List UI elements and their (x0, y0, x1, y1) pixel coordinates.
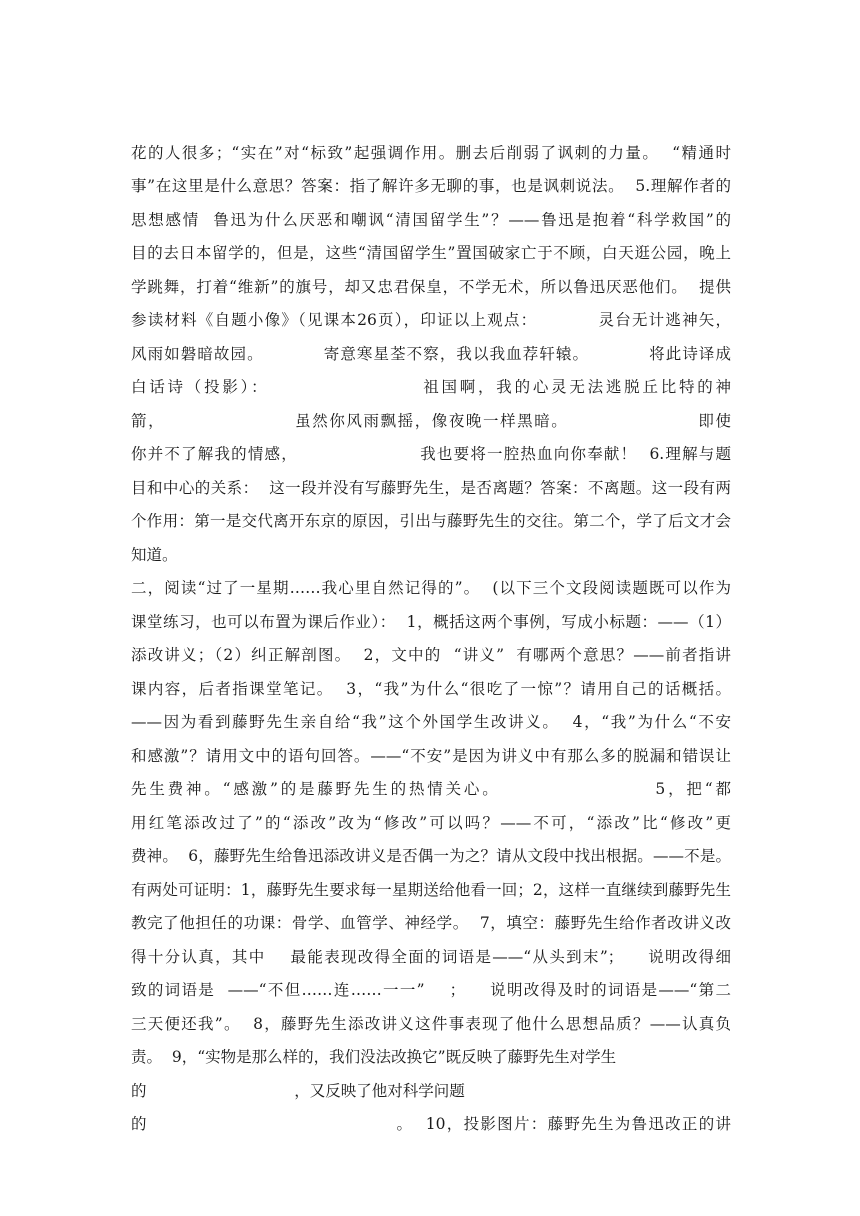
text-line: 教完了他担任的功课：骨学、血管学、神经学。 7，填空：藤野先生给作者改讲义改 (131, 914, 731, 932)
text-line: 风雨如磐暗故园。 寄意寒星荃不察，我以我血荐轩辕。 将此诗译成 (131, 345, 731, 363)
text-line: ——因为看到藤野先生亲自给“我”这个外国学生改讲义。 4，“我”为什么“不安 (131, 713, 731, 731)
text-line: 事”在这里是什么意思？答案：指了解许多无聊的事，也是讽刺说法。 5.理解作者的 (131, 177, 731, 195)
text-line: 目和中心的关系： 这一段并没有写藤野先生，是否离题？答案：不离题。这一段有两 (131, 479, 731, 497)
text-line: 你并不了解我的情感， 我也要将一腔热血向你奉献！ 6.理解与题 (131, 445, 731, 463)
text-line: 用红笔添改过了”的“添改”改为“修改”可以吗？——不可，“添改”比“修改”更 (131, 814, 731, 832)
text-line: 先生费神。“感激”的是藤野先生的热情关心。 5，把“都 (131, 780, 731, 798)
text-line: 目的去日本留学的，但是，这些“清国留学生”置国破家亡于不顾，白天逛公园，晚上 (131, 244, 731, 262)
text-line: 责。 9，“实物是那么样的，我们没法改换它”既反映了藤野先生对学生 (131, 1048, 617, 1066)
text-line: 个作用：第一是交代离开东京的原因，引出与藤野先生的交往。第二个，学了后文才会 (131, 512, 731, 530)
text-line: 思想感情 鲁迅为什么厌恶和嘲讽“清国留学生”？——鲁迅是抱着“科学救国”的 (131, 211, 731, 229)
text-line: 二，阅读“过了一星期……我心里自然记得的”。 (以下三个文段阅读题既可以作为 (131, 579, 731, 597)
text-line: 有两处可证明：1，藤野先生要求每一星期送给他看一回；2，这样一直继续到藤野先生 (131, 881, 731, 899)
text-line: 知道。 (131, 546, 178, 564)
text-line: 课内容，后者指课堂笔记。 3，“我”为什么“很吃了一惊”？请用自己的话概括。 (131, 680, 731, 698)
text-line: 参读材料《自题小像》（见课本26页），印证以上观点： 灵台无计逃神矢， (131, 311, 731, 329)
text-line: 课堂练习，也可以布置为课后作业）： 1，概括这两个事例，写成小标题：——（1） (131, 613, 731, 631)
text-line: 学跳舞，打着“维新”的旗号，却又忠君保皇，不学无术，所以鲁迅厌恶他们。 提供 (131, 278, 731, 296)
text-line: 费神。 6，藤野先生给鲁迅添改讲义是否偶一为之？请从文段中找出根据。——不是。 (131, 847, 731, 865)
text-line: 三天便还我”。 8，藤野先生添改讲义这件事表现了他什么思想品质？——认真负 (131, 1015, 731, 1033)
text-line: 添改讲义；（2）纠正解剖图。 2，文中的 “讲义” 有哪两个意思？——前者指讲 (131, 646, 731, 664)
text-line: 花的人很多；“实在”对“标致”起强调作用。删去后削弱了讽刺的力量。 “精通时 (131, 144, 731, 162)
text-line: 白话诗（投影）： 祖国啊，我的心灵无法逃脱丘比特的神 (131, 378, 731, 396)
text-line: 的 ，又反映了他对科学问题 (131, 1082, 465, 1100)
text-line: 得十分认真，其中 最能表现改得全面的词语是——“从头到末”； 说明改得细 (131, 948, 731, 966)
text-line: 的 。 10，投影图片：藤野先生为鲁迅改正的讲 (131, 1115, 731, 1133)
text-line: 和感激”？请用文中的语句回答。——“不安”是因为讲义中有那么多的脱漏和错误让 (131, 747, 731, 765)
text-line: 箭， 虽然你风雨飘摇，像夜晚一样黑暗。 即使 (131, 412, 731, 430)
text-line: 致的词语是 ——“不但……连……一一” ； 说明改得及时的词语是——“第二 (131, 981, 731, 999)
